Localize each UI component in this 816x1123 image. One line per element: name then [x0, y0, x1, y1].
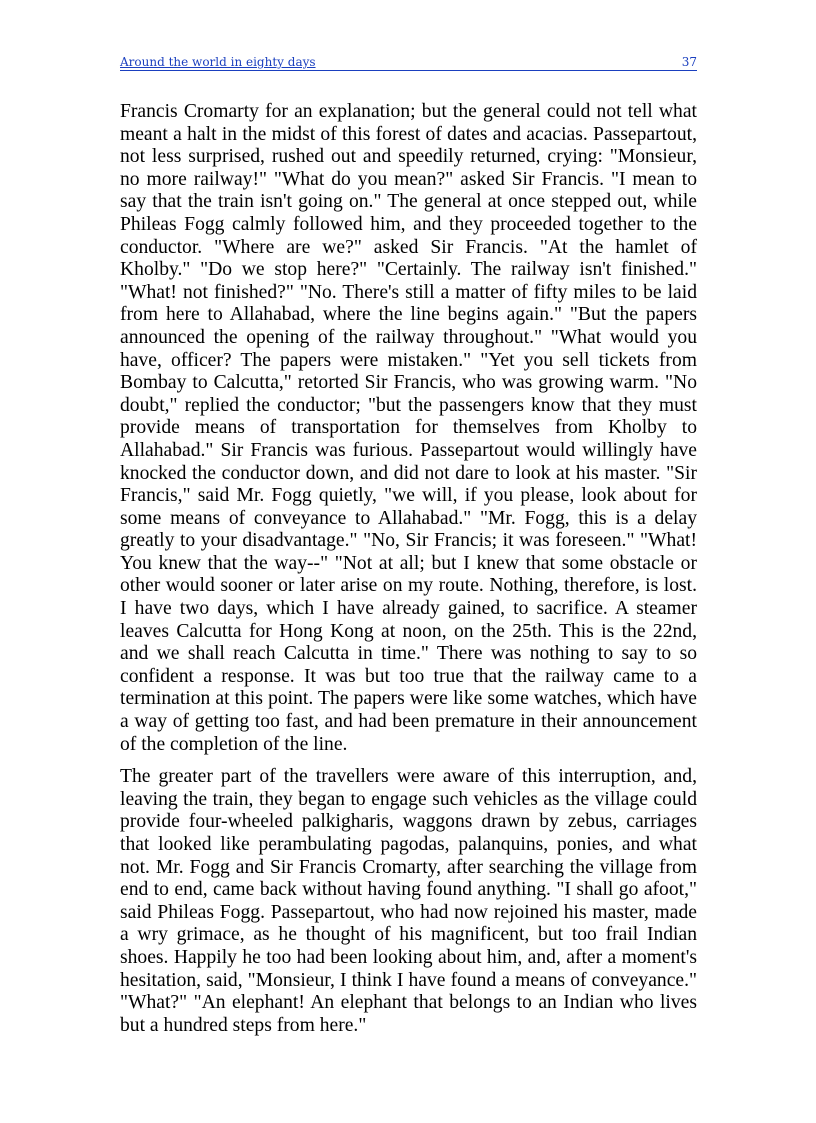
paragraph-2: The greater part of the travellers were aware of this interruption, and, leaving the train, they began to engage such vehicles as the village could provide four-wheeled palkigharis, waggons drawn by zebus, carriages that looked like perambulating pagodas, palanquins, ponies, and what not. Mr. Fogg and Sir Francis Cromarty, after searching the village from end to end, came back without having found anything. "I shall go afoot," said Phileas Fogg. Passepartout, who had now rejoined his master, made a wry grimace, as he thought of his magnificent, but too frail Indian shoes. Happily he too had been looking about him, and, after a moment's hesitation, said, "Monsieur, I think I have found a means of conveyance." "What?" "An elephant! An elephant that belongs to an Indian who lives but a hundred steps from here.": [120, 766, 697, 1036]
body-text: [120, 101, 697, 1047]
paragraph-1: Francis Cromarty for an explanation; but the general could not tell what meant a halt in the midst of this forest of dates and acacias. Passepartout, not less surprised, rushed out and speedily returned, crying: "Monsieur, no more railway!" "What do you mean?" asked Sir Francis. "I mean to say that the train isn't going on." The general at once stepped out, while Phileas Fogg calmly followed him, and they proceeded together to the conductor. "Where are we?" asked Sir Francis. "At the hamlet of Kholby." "Do we stop here?" "Certainly. The railway isn't finished." "What! not finished?" "No. There's still a matter of fifty miles to be laid from here to Allahabad, where the line begins again." "But the papers announced the opening of the railway throughout." "What would you have, officer? The papers were mistaken." "Yet you sell tickets from Bombay to Calcutta," retorted Sir Francis, who was growing warm. "No doubt," replied the conductor; "but the passengers know that they must provide means of transportation for themselves from Kholby to Allahabad." Sir Francis was furious. Passepartout would willingly have knocked the conductor down, and did not dare to look at his master. "Sir Francis," said Mr. Fogg quietly, "we will, if you please, look about for some means of conveyance to Allahabad." "Mr. Fogg, this is a delay greatly to your disadvantage." "No, Sir Francis; it was foreseen." "What! You knew that the way--" "Not at all; but I knew that some obstacle or other would sooner or later arise on my route. Nothing, therefore, is lost. I have two days, which I have already gained, to sacrifice. A steamer leaves Calcutta for Hong Kong at noon, on the 25th. This is the 22nd, and we shall reach Calcutta in time." There was nothing to say to so confident a response. It was but too true that the railway came to a termination at this point. The papers were like some watches, which have a way of getting too fast, and had been premature in their announcement of the completion of the line.: [120, 101, 697, 755]
page-number: 37: [681, 55, 697, 69]
running-header: [120, 54, 697, 71]
book-title: Around the world in eighty days: [120, 55, 316, 69]
